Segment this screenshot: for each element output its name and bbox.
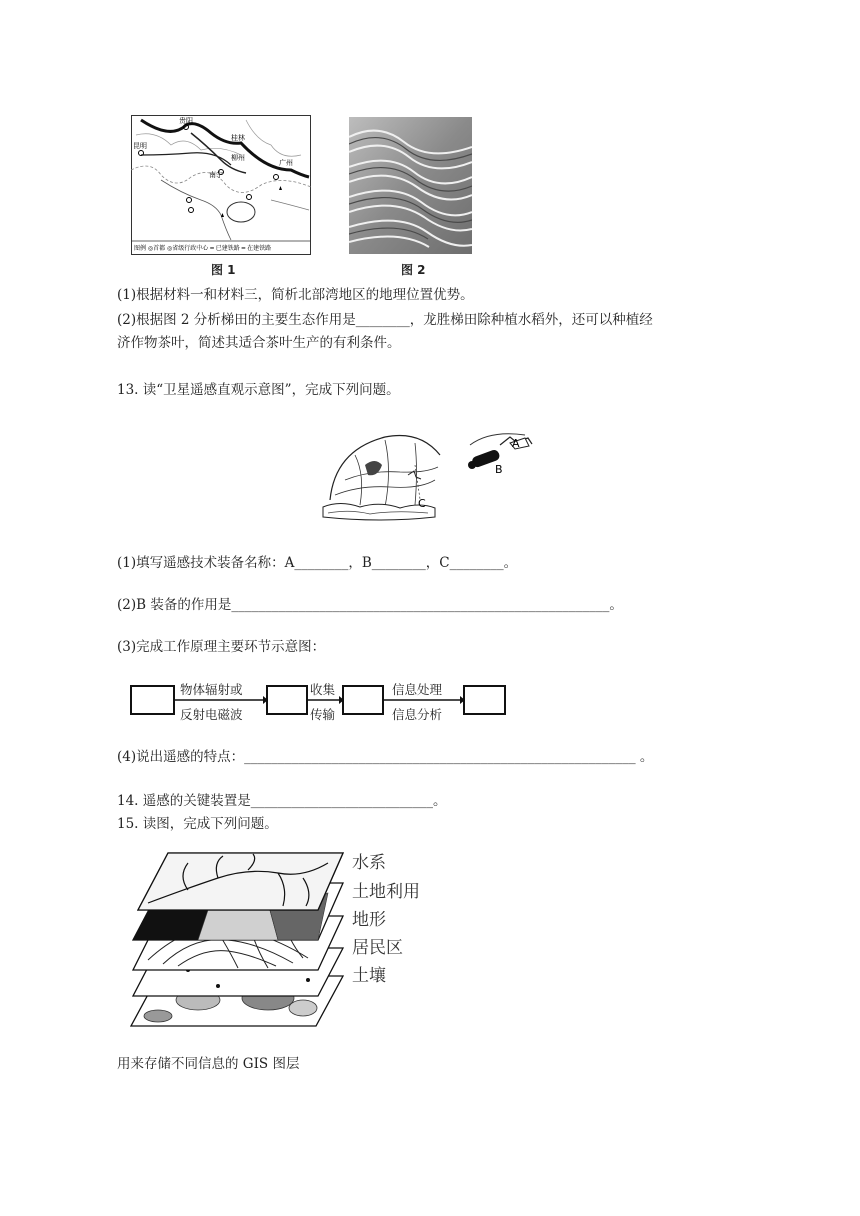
q14-text: 14. 遥感的关键装置是___________________________。 [117, 793, 447, 809]
map-label-nanning: 南宁 [209, 171, 223, 179]
figure-1-caption: 图 1 [211, 263, 236, 277]
map-legend: 图例 ◎首都 ◎省级行政中心 ━ 已建铁路 ━ 在建铁路 [134, 245, 272, 252]
layer-label-soil: 土壤 [352, 966, 386, 986]
satellite-remote-sensing-diagram [320, 425, 545, 525]
q13-part2: (2)B 装备的作用是________________________________________________________。 [117, 597, 623, 613]
map-label-kunming: 昆明 [133, 142, 147, 150]
q12-part2-line1: (2)根据图 2 分析梯田的主要生态作用是________，龙胜梯田除种植水稻外，还可以种植经 [117, 312, 653, 328]
map-label-guangzhou: 广州 [279, 159, 293, 167]
flow-step3-top: 信息处理 [392, 682, 443, 697]
layer-label-water: 水系 [352, 853, 386, 873]
gis-caption: 用来存储不同信息的 GIS 图层 [117, 1056, 300, 1072]
label-b: B [495, 463, 503, 476]
map-label-guilin: 桂林 [231, 134, 245, 142]
flow-step3-bottom: 信息分析 [392, 707, 443, 722]
flow-step1-bottom: 反射电磁波 [180, 707, 243, 722]
map-label-liuzhou: 柳州 [231, 154, 245, 162]
layer-label-settlement: 居民区 [352, 938, 403, 958]
q13-title: 13. 读“卫星遥感直观示意图”，完成下列问题。 [117, 382, 400, 398]
q15-title: 15. 读图，完成下列问题。 [117, 816, 278, 832]
flow-blank-box-4 [464, 686, 505, 714]
layer-label-terrain: 地形 [352, 910, 386, 930]
flow-blank-box-3 [343, 686, 383, 714]
layer-label-land-use: 土地利用 [352, 882, 420, 902]
flow-step2-top: 收集 [310, 682, 336, 697]
label-a: A [512, 437, 520, 450]
gis-layers-diagram [128, 848, 350, 1033]
flow-blank-box-1 [131, 686, 174, 714]
map-label-guiyang: 贵阳 [179, 117, 193, 125]
label-c: C [418, 497, 426, 510]
q13-part3: (3)完成工作原理主要环节示意图： [117, 639, 326, 655]
q12-part1: (1)根据材料一和材料三，简析北部湾地区的地理位置优势。 [117, 287, 474, 303]
flow-blank-box-2 [267, 686, 307, 714]
q13-part1: (1)填写遥感技术装备名称：A________，B________，C________。 [117, 555, 518, 571]
figure-2-terraces-photo [349, 117, 472, 254]
figure-1-map [131, 115, 311, 255]
q12-part2-line2: 济作物茶叶，简述其适合茶叶生产的有利条件。 [117, 335, 401, 351]
figure-2-caption: 图 2 [401, 263, 426, 277]
flow-step1-top: 物体辐射或 [180, 682, 243, 697]
q13-part4: (4)说出遥感的特点：__________________________________________________________ 。 [117, 749, 654, 765]
flow-step2-bottom: 传输 [310, 707, 336, 722]
